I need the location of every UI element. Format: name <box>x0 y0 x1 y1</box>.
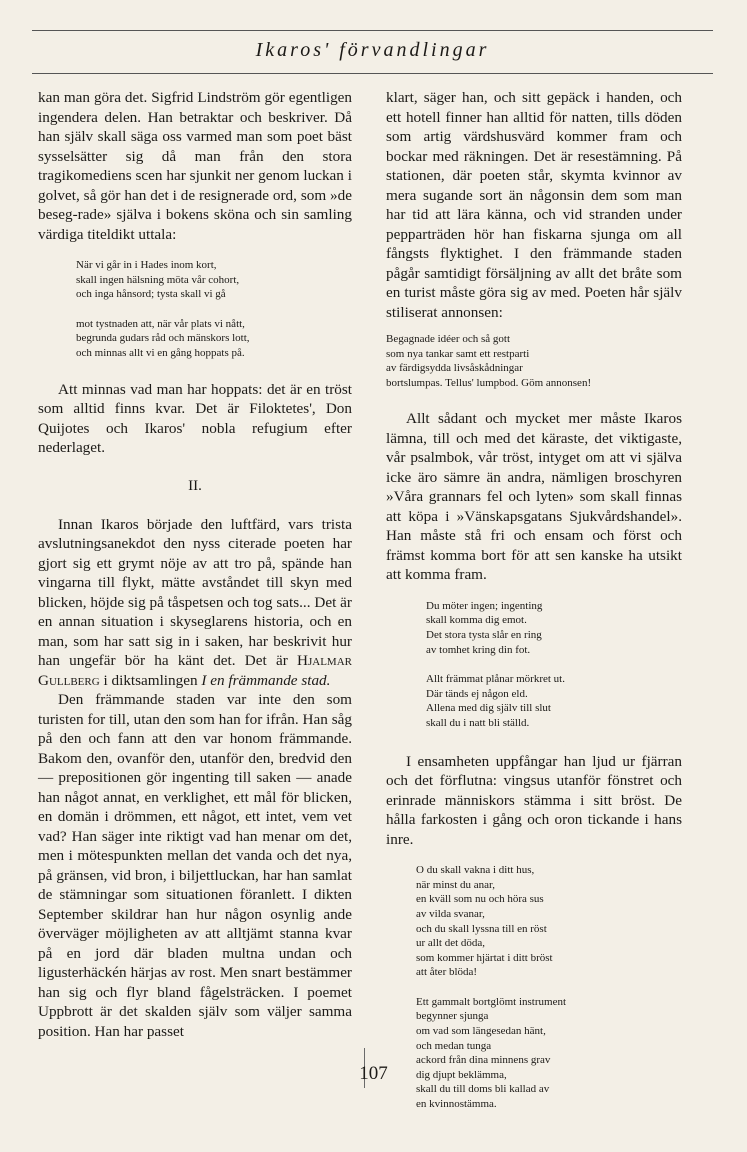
author-name: Hjalmar Gullberg <box>38 652 352 689</box>
poem-quote <box>76 258 352 361</box>
paragraph-text: Innan Ikaros började den luftfärd, vars trista avslutningsanekdot den nyss citerade poeten har gjort sig ett grymt nöje av att tro på, spände han vingarna till flykt, mätte avståndet till skyn med blicken, höjde sig på tåspetsen och tog sats... Det är en annan situation i skyseglarens historia, och en man, som har satt sig in i saken, har beskrivit hur han ungefär bör ha känt det. Det är <box>38 515 352 670</box>
poem-stanza: Allt främmat plånar mörkret ut. Där tänds ej någon eld. Allena med dig själv till slut skall du i natt bli ställd. <box>426 673 565 730</box>
paragraph <box>38 515 352 691</box>
book-title: I en främmande stad. <box>201 671 331 689</box>
poem-stanza: Ett gammalt bortglömt instrument begynner sjunga om vad som längesedan hänt, och medan tunga ackord från dina minnens grav dig djupt beklämma, skall du till doms bli kallad av en kvinnostämma. <box>416 995 567 1111</box>
poem-stanza: Begagnade idéer och så gott som nya tankar samt ett restparti av färdigsydda livsåskådningar bortslumpas. Tellus' lumpbod. Göm annonsen! <box>386 333 592 389</box>
paragraph: Allt sådant och mycket mer måste Ikaros lämna, till och med det käraste, det viktigaste, vår psalmbok, vår tröst, intyget om att vi själva icke äro sämre än andra, nämligen broschyren »Våra grannars fel och lyten» som skall finnas att köpa i »Vänskapsgatans Sjukvårdshandel». Han måste stå fri och ensam och först och främst komma bort för att sen kanske ha utsikt att komma fram. <box>386 410 682 584</box>
poem-stanza: mot tystnaden att, när vår plats vi nått, begrunda gudars råd och mänskors lott, och minnas allt vi en gång hoppats på. <box>76 317 250 359</box>
paragraph: I ensamheten uppfångar han ljud ur fjärran och det förflutna: vingsus utanför fönstret och erinrade människors stämma i sitt bröst. De hålla farkosten i gång och oron tickande i hans inre. <box>386 752 682 848</box>
poem-stanza: O du skall vakna i ditt hus, när minst du anar, en kväll som nu och höra sus av vilda svanar, och du skall lyssna till en röst ur allt det döda, som kommer hjärtat i ditt bröst att åter blöda! <box>416 864 553 979</box>
paragraph: Den främmande staden var inte den som turisten for till, utan den som han for ifrån. Han såg på den och fann att den var honom främmande. Bakom den, ovanför den, utanför den, bredvid den — prepositionen gör ingenting till saken — anade han något annat, en verklighet, ett mål för blicken, en domän i drömmen, ett något, ett intet, vem vet vad? Han säger inte riktigt vad han menar om det, men i mötespunkten mellan det vanda och det nya, på gränsen, vid bron, i biljettluckan, har han samlat de stämningar som situationen föranlett. I dikten September skildrar han hur någon osynlig ande överväger möjligheten av att alltjämt stanna kvar på en jord där bladen multna undan och ligusterhäckén härjas av rost. Men snart bestämmer han sig och flyr bland fågelsträcken. I poemet Uppbrott är det skalden själv som väljer samma position. Han har passet <box>38 691 352 1040</box>
paragraph: Att minnas vad man har hoppats: det är en tröst som alltid finns kvar. Det är Filoktetes', Don Quijotes och Ikaros' nobla refugium efter nederlaget. <box>38 380 352 457</box>
section-number: II. <box>188 477 202 494</box>
running-header <box>32 30 713 74</box>
poem-quote <box>426 599 682 731</box>
paragraph: klart, säger han, och sitt gepäck i handen, och ett hotell finner han alltid för natten, tills döden som artig värdshusvärd kommer fram och bockar med räkningen. Det är resestämning. På stationen, där poeten står, skymta kvinnor av mera sugande sort än någonsin dem som man har tid att lära känna, och vid stranden under pepparträden hör han fiskarna sjunga om all fångsts flyktighet. I den främmande staden pågår samtidigt försäljning av allt det bråte som en turist måste göra sig av med. Poeten hår själv stiliserat annonsen: <box>386 89 682 321</box>
poem-quote <box>386 332 682 390</box>
page-number: 107 <box>359 1063 388 1084</box>
poem-stanza: Du möter ingen; ingenting skall komma dig emot. Det stora tysta slår en ring av tomhet kring din fot. <box>426 599 543 656</box>
paragraph-text: i diktsamlingen <box>99 671 202 689</box>
paragraph: kan man göra det. Sigfrid Lindström gör egentligen ingendera delen. Han betraktar och beskriver. Då han själv skall säga oss varmed man som poet bäst sysselsätter sig då man från den stora tragikomediens scen har sjunkit ner genom luckan i golvet, så gör han det i de resignerade ord, som »de beseg-rade» själva i bokens sköna och sin samling värdiga titeldikt uttala: <box>38 89 352 243</box>
poem-stanza: När vi går in i Hades inom kort, skall ingen hälsning möta vår cohort, och inga hånsord; tysta skall vi gå <box>76 259 240 301</box>
header-title: Ikaros' förvandlingar <box>255 39 490 61</box>
right-column <box>386 88 682 1112</box>
left-column <box>38 88 352 1041</box>
